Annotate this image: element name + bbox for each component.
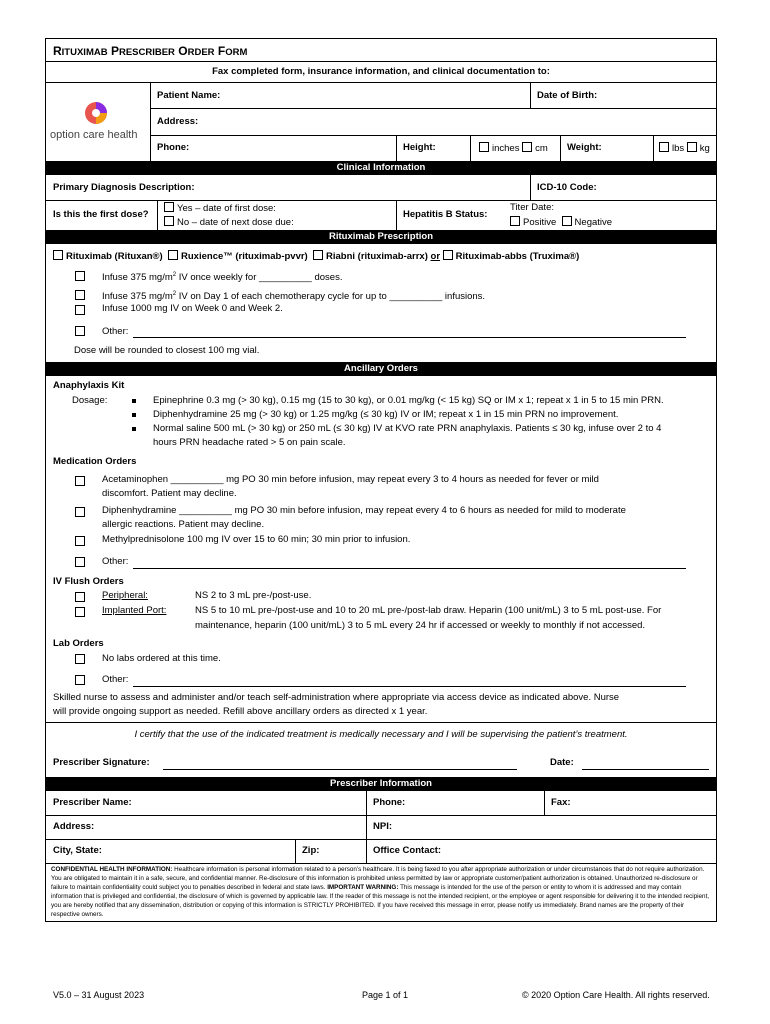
signature-date-field[interactable]: [582, 769, 709, 770]
rituxan-checkbox[interactable]: [53, 250, 63, 260]
acetaminophen-text: Acetaminophen __________ mg PO 30 min before infusion, may repeat every 3 to 4 hours as needed for fever or mild: [102, 474, 599, 485]
infuse-weekly-checkbox[interactable]: [75, 271, 85, 281]
prescription-other-field[interactable]: [133, 337, 686, 338]
lab-other-label: Other:: [102, 674, 129, 685]
skilled-nurse-text: Skilled nurse to assess and administer and/or teach self-administration where appropriate via access device as indicated above. Nurse: [53, 692, 620, 703]
kit-item-normal-saline-cont: hours PRN headache rated > 5 on pain scale.: [153, 437, 346, 448]
peripheral-text: NS 2 to 3 mL pre-/post-use.: [195, 590, 312, 601]
yes-checkbox[interactable]: [164, 202, 174, 212]
option-care-health-logo-icon: [82, 99, 110, 127]
kit-item-epinephrine: Epinephrine 0.3 mg (> 30 kg), 0.15 mg (15 to 30 kg), or 0.01 mg/kg (< 15 kg) SQ or IM x 1; repeat x 1 in 5 to 15 min PRN.: [153, 395, 664, 406]
form-title: RITUXIMAB PRESCRIBER ORDER FORM: [53, 44, 248, 58]
prescription-other-label: Other:: [102, 326, 129, 337]
prescription-other-checkbox[interactable]: [75, 326, 85, 336]
ancillary-orders-header: Ancillary Orders: [46, 362, 716, 376]
infuse-weekly-text: Infuse 375 $mg/m^2$ IV once weekly for __________ doses.: [102, 272, 343, 284]
inches-checkbox[interactable]: [479, 142, 489, 152]
logo-text: option care health: [50, 129, 138, 141]
dob-label: Date of Birth:: [537, 90, 598, 101]
medication-other-field[interactable]: [133, 568, 686, 569]
skilled-nurse-text-cont: will provide ongoing support as needed. Refill above ancillary orders as directed x 1 year.: [53, 706, 428, 717]
prescriber-fax-label: Fax:: [551, 797, 571, 808]
diphenhydramine-text: Diphenhydramine __________ mg PO 30 min before infusion, may repeat every 4 to 6 hours as needed for mild to moderate: [102, 505, 626, 516]
first-dose-label: Is this the first dose?: [53, 209, 149, 220]
footer-page-number: Page 1 of 1: [362, 990, 409, 1000]
dose-rounding-note: Dose will be rounded to closest 100 mg vial.: [74, 345, 260, 356]
cm-checkbox[interactable]: [522, 142, 532, 152]
icd10-label: ICD-10 Code:: [537, 182, 597, 193]
implanted-port-label: Implanted Port:: [102, 605, 167, 616]
implanted-port-checkbox[interactable]: [75, 607, 85, 617]
prescriber-phone-label: Phone:: [373, 797, 406, 808]
product-options[interactable]: Rituximab (Rituxan®) Ruxience™ (rituximab-pvvr) Riabni (rituximab-arrx) or Rituximab-abbs (Truxima®): [53, 250, 579, 263]
methylprednisolone-text: Methylprednisolone 100 mg IV over 15 to 60 min; 30 min prior to infusion.: [102, 534, 411, 545]
height-unit-checkboxes[interactable]: inches cm: [479, 142, 548, 155]
prescriber-information-header: Prescriber Information: [46, 777, 716, 791]
clinical-information-header: Clinical Information: [46, 161, 716, 175]
confidentiality-notice: CONFIDENTIAL HEALTH INFORMATION: Healthcare information is personal information related to a person’s healthcare. It is being faxed to you after appropriate authorization or under circumstances that do not require authorization. You are obligated to maintain it in a safe, secure, and confidential manner. Re-disclosure of this information is prohibited unless permitted by law or appropriate customer/patient authorization is obtained. Unauthorized re-disclosure or failure to maintain confidentiality could subject you to penalties described in federal and state laws. IMPORTANT WARNING: This message is intended for the use of the person or entity to whom it is addressed and may contain information that is privileged and confidential, the disclosure of which is governed by applicable law. If the reader of this message is not the intended recipient, or the employee or agent responsible for delivering it to the intended recipient, you are hereby notified that any dissemination, distribution or copying of this information is STRICTLY PROHIBITED. If you have received this message in error, please notify us immediately. Brand names are the property of their respective owners.: [51, 866, 710, 918]
office-contact-label: Office Contact:: [373, 845, 442, 856]
footer-copyright: © 2020 Option Care Health. All rights reserved.: [522, 990, 710, 1000]
kg-checkbox[interactable]: [687, 142, 697, 152]
positive-checkbox[interactable]: [510, 216, 520, 226]
acetaminophen-checkbox[interactable]: [75, 476, 85, 486]
infuse-1000mg-checkbox[interactable]: [75, 305, 85, 315]
infuse-cycle-checkbox[interactable]: [75, 290, 85, 300]
anaphylaxis-kit-title: Anaphylaxis Kit: [53, 380, 125, 391]
diphenhydramine-text-cont: allergic reactions. Patient may decline.: [102, 519, 265, 530]
peripheral-label: Peripheral:: [102, 590, 148, 601]
weight-label: Weight:: [567, 142, 602, 153]
phone-label: Phone:: [157, 142, 190, 153]
prescriber-name-label: Prescriber Name:: [53, 797, 132, 808]
prescriber-signature-label: Prescriber Signature:: [53, 757, 150, 768]
height-label: Height:: [403, 142, 436, 153]
lab-other-field[interactable]: [133, 686, 686, 687]
city-state-label: City, State:: [53, 845, 102, 856]
order-form: [45, 38, 717, 922]
yes-first-dose-option[interactable]: Yes – date of first dose:: [164, 202, 276, 215]
patient-name-label: Patient Name:: [157, 90, 221, 101]
certification-statement: I certify that the use of the indicated treatment is medically necessary and I will be supervising the patient’s treatment.: [134, 729, 628, 740]
kit-item-diphenhydramine: Diphenhydramine 25 mg (> 30 kg) or 1.25 mg/kg (≤ 30 kg) IV or IM; repeat x 1 in 15 min PRN no improvement.: [153, 409, 619, 420]
negative-checkbox[interactable]: [562, 216, 572, 226]
signature-date-label: Date:: [550, 757, 574, 768]
diphenhydramine-checkbox[interactable]: [75, 507, 85, 517]
zip-label: Zip:: [302, 845, 320, 856]
weight-unit-checkboxes[interactable]: lbs kg: [659, 142, 710, 155]
infuse-cycle-text: Infuse 375 $mg/m^2$ IV on Day 1 of each chemotherapy cycle for up to __________ infusions.: [102, 291, 486, 303]
implanted-port-text: NS 5 to 10 mL pre-/post-use and 10 to 20 mL pre-/post-lab draw. Heparin (100 unit/mL) 3 to 5 mL post-use. For: [195, 605, 662, 616]
no-labs-checkbox[interactable]: [75, 654, 85, 664]
rituximab-prescription-header: Rituximab Prescription: [46, 230, 716, 244]
hepatitis-b-label: Hepatitis B Status:: [403, 209, 488, 220]
medication-orders-title: Medication Orders: [53, 456, 137, 467]
lab-other-checkbox[interactable]: [75, 675, 85, 685]
no-next-dose-option[interactable]: No – date of next dose due:: [164, 216, 294, 229]
dosage-label: Dosage:: [72, 395, 108, 406]
riabni-checkbox[interactable]: [313, 250, 323, 260]
primary-diagnosis-label: Primary Diagnosis Description:: [53, 182, 195, 193]
methylprednisolone-checkbox[interactable]: [75, 536, 85, 546]
no-labs-text: No labs ordered at this time.: [102, 653, 221, 664]
implanted-port-text-cont: maintenance, heparin (100 unit/mL) 3 to 5 mL every 24 hr if accessed or weekly to monthly if not accessed.: [195, 620, 646, 631]
peripheral-checkbox[interactable]: [75, 592, 85, 602]
iv-flush-orders-title: IV Flush Orders: [53, 576, 124, 587]
truxima-checkbox[interactable]: [443, 250, 453, 260]
acetaminophen-text-cont: discomfort. Patient may decline.: [102, 488, 237, 499]
ruxience-checkbox[interactable]: [168, 250, 178, 260]
medication-other-label: Other:: [102, 556, 129, 567]
kit-item-normal-saline: Normal saline 500 mL (> 30 kg) or 250 mL (≤ 30 kg) IV at KVO rate PRN anaphylaxis. Patients ≤ 30 kg, infuse over 2 to 4: [153, 423, 662, 434]
prescriber-address-label: Address:: [53, 821, 95, 832]
npi-label: NPI:: [373, 821, 392, 832]
fax-instruction: Fax completed form, insurance information, and clinical documentation to:: [212, 66, 550, 77]
lab-orders-title: Lab Orders: [53, 638, 104, 649]
hepb-result-options[interactable]: Positive Negative: [510, 216, 612, 229]
titer-date-label: Titer Date:: [510, 202, 554, 213]
lbs-checkbox[interactable]: [659, 142, 669, 152]
medication-other-checkbox[interactable]: [75, 557, 85, 567]
no-checkbox[interactable]: [164, 216, 174, 226]
footer-version: V5.0 – 31 August 2023: [53, 990, 145, 1000]
infuse-1000mg-text: Infuse 1000 mg IV on Week 0 and Week 2.: [102, 303, 283, 314]
address-label: Address:: [157, 116, 199, 127]
prescriber-signature-field[interactable]: [163, 769, 517, 770]
